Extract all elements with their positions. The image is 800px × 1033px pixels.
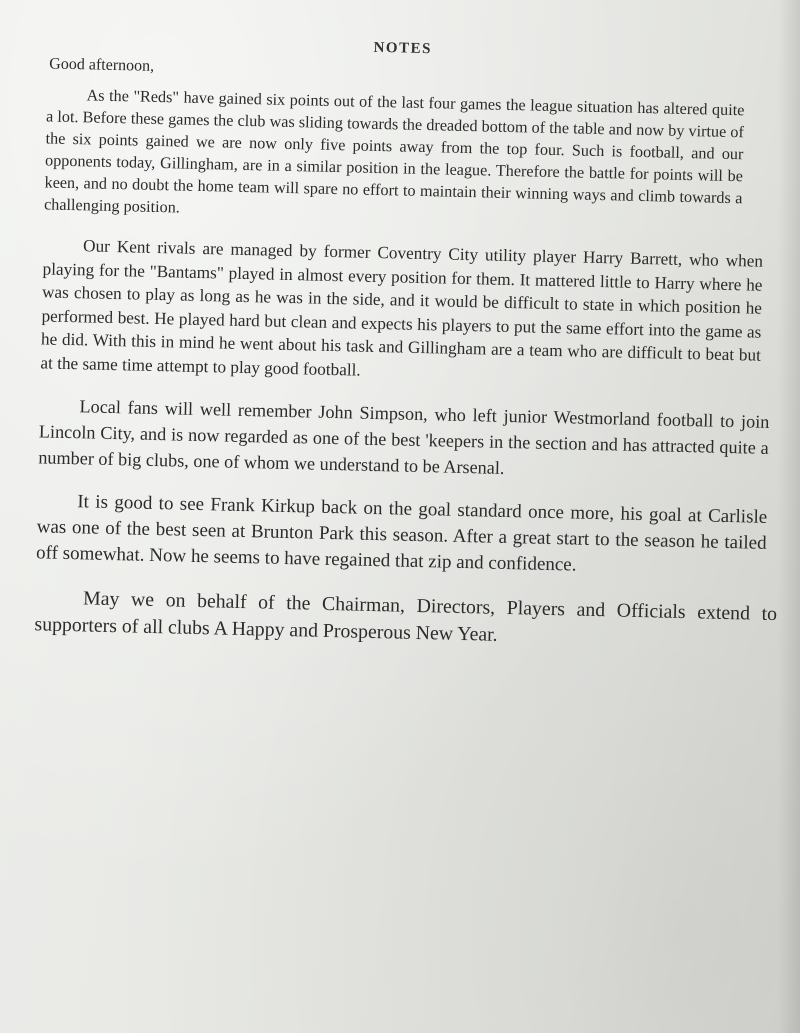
- paragraph-league-situation: As the "Reds" have gained six points out of the last four games the league situation has altered quite a lot. Before these games the club was sliding towards the dreaded bottom of the table and now by virtue of the six points gained we are now only five points away from the top four. Such is football, and our opponents today, Gillingham, are in a similar position in the league. Therefore the battle for points will be keen, and no doubt the home team will spare no effort to maintain their winning ways and climb towards a challenging position.: [43, 86, 745, 217]
- paragraph-new-year-greeting: May we on behalf of the Chairman, Directors, Players and Officials extend to supporters of all clubs A Happy and Prosperous New Year.: [34, 587, 778, 646]
- salutation: Good afternoon,: [49, 55, 155, 75]
- paragraph-frank-kirkup: It is good to see Frank Kirkup back on the goal standard once more, his goal at Carlisle was one of the best seen at Brunton Park this season. After a great start to the season he tailed off somewhat. Now he seems to have regained that zip and confidence.: [35, 491, 768, 576]
- page-edge-shadow: [778, 0, 800, 1033]
- paragraph-kent-rivals: Our Kent rivals are managed by former Coventry City utility player Harry Barrett, who when playing for the "Bantams" played in almost every position for them. It mattered little to Harry where he was chosen to play as long as he was in the side, and it would be difficult to state in which position he performed best. He played hard but clean and expects his players to put the same effort into the game as he did. With this in mind he went about his task and Gillingham are a team who are difficult to beat but at the same time attempt to play good football.: [40, 236, 764, 380]
- page-title: NOTES: [373, 39, 433, 58]
- notes-content: [14, 32, 778, 673]
- paragraph-john-simpson: Local fans will well remember John Simpson, who left junior Westmorland football to join Lincoln City, and is now regarded as one of the best 'keepers in the section and has attracted quite a number of big clubs, one of whom we understand to be Arsenal.: [38, 396, 770, 478]
